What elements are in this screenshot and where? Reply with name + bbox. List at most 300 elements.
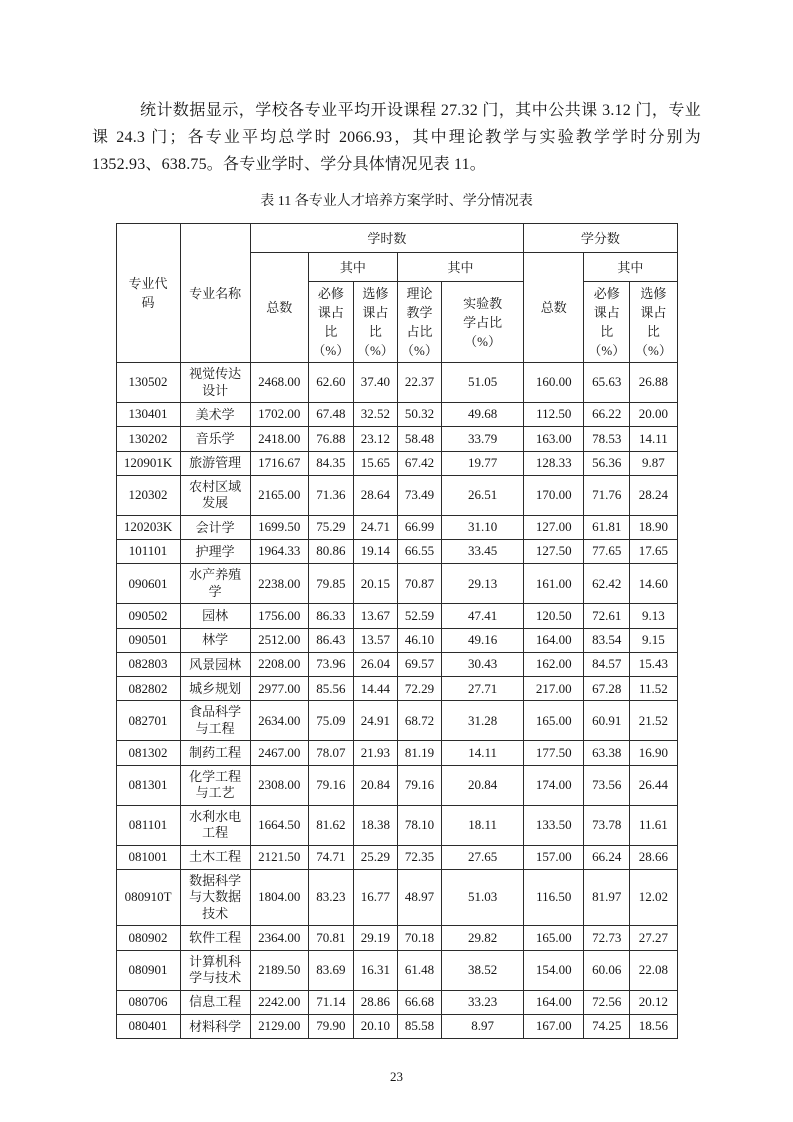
value-cell: 2129.00	[250, 1014, 308, 1038]
value-cell: 83.69	[308, 950, 353, 990]
major-code-cell: 130401	[116, 403, 180, 427]
major-name-text: 旅游管理	[189, 455, 242, 471]
value-cell: 86.43	[308, 628, 353, 652]
value-cell: 62.60	[308, 363, 353, 403]
value-cell: 63.38	[584, 741, 630, 765]
value-cell: 2634.00	[250, 701, 308, 741]
major-code-cell: 081001	[116, 845, 180, 869]
value-cell: 66.99	[397, 515, 441, 539]
major-name-text: 土木工程	[189, 849, 242, 865]
value-cell: 48.97	[397, 869, 441, 926]
header-major-code	[116, 224, 180, 363]
value-cell: 72.35	[397, 845, 441, 869]
header-credits-required-pct	[584, 282, 630, 363]
table-row	[116, 1014, 677, 1038]
table-row	[116, 701, 677, 741]
table-row	[116, 652, 677, 676]
value-cell: 15.43	[630, 652, 677, 676]
major-name-text: 水利水电工程	[189, 808, 242, 841]
value-cell: 14.60	[630, 564, 677, 604]
header-hours-group: 学时数	[250, 224, 523, 253]
value-cell: 16.31	[353, 950, 397, 990]
value-cell: 116.50	[524, 869, 584, 926]
header-percent-unit: （%）	[464, 333, 501, 349]
major-code-cell: 130202	[116, 427, 180, 451]
major-code-cell: 081101	[116, 805, 180, 845]
major-code-cell: 080401	[116, 1014, 180, 1038]
header-theory-pct	[397, 282, 441, 363]
value-cell: 51.05	[441, 363, 523, 403]
value-cell: 77.65	[584, 540, 630, 564]
table-row	[116, 403, 677, 427]
value-cell: 20.84	[441, 765, 523, 805]
major-name-text: 材料科学	[189, 1018, 242, 1034]
major-name-cell	[180, 869, 250, 926]
value-cell: 17.65	[630, 540, 677, 564]
value-cell: 60.91	[584, 701, 630, 741]
value-cell: 70.18	[397, 926, 441, 950]
value-cell: 72.56	[584, 990, 630, 1014]
value-cell: 163.00	[524, 427, 584, 451]
major-name-cell	[180, 845, 250, 869]
major-name-cell	[180, 363, 250, 403]
value-cell: 2238.00	[250, 564, 308, 604]
value-cell: 120.50	[524, 604, 584, 628]
value-cell: 20.00	[630, 403, 677, 427]
value-cell: 165.00	[524, 701, 584, 741]
header-major-name	[180, 224, 250, 363]
value-cell: 14.11	[441, 741, 523, 765]
major-name-text: 视觉传达设计	[189, 366, 242, 398]
header-label: 选修课占比	[640, 286, 667, 339]
value-cell: 78.07	[308, 741, 353, 765]
major-code-cell: 080902	[116, 926, 180, 950]
table-header	[116, 224, 677, 363]
value-cell: 26.04	[353, 652, 397, 676]
value-cell: 28.86	[353, 990, 397, 1014]
value-cell: 1756.00	[250, 604, 308, 628]
value-cell: 83.23	[308, 869, 353, 926]
value-cell: 2364.00	[250, 926, 308, 950]
value-cell: 11.61	[630, 805, 677, 845]
major-name-cell	[180, 604, 250, 628]
majors-credit-hours-table	[116, 223, 678, 1039]
value-cell: 75.29	[308, 515, 353, 539]
major-name-cell	[180, 677, 250, 701]
major-name-cell	[180, 805, 250, 845]
value-cell: 79.85	[308, 564, 353, 604]
major-name-text: 化学工程与工艺	[189, 768, 242, 801]
value-cell: 174.00	[524, 765, 584, 805]
table-row	[116, 604, 677, 628]
major-name-text: 音乐学	[195, 431, 235, 447]
header-hours-total: 总数	[250, 253, 308, 363]
major-code-cell: 082701	[116, 701, 180, 741]
value-cell: 2121.50	[250, 845, 308, 869]
value-cell: 164.00	[524, 990, 584, 1014]
value-cell: 2468.00	[250, 363, 308, 403]
value-cell: 9.15	[630, 628, 677, 652]
value-cell: 16.77	[353, 869, 397, 926]
header-experiment-pct	[441, 282, 523, 363]
value-cell: 18.38	[353, 805, 397, 845]
major-name-cell	[180, 564, 250, 604]
value-cell: 22.08	[630, 950, 677, 990]
value-cell: 67.28	[584, 677, 630, 701]
major-code-cell: 090601	[116, 564, 180, 604]
major-name-cell	[180, 515, 250, 539]
table-body	[116, 363, 677, 1039]
header-hours-required-pct	[308, 282, 353, 363]
value-cell: 51.03	[441, 869, 523, 926]
value-cell: 28.64	[353, 475, 397, 515]
major-name-cell	[180, 701, 250, 741]
value-cell: 84.57	[584, 652, 630, 676]
value-cell: 19.77	[441, 451, 523, 475]
body-paragraph: 统计数据显示，学校各专业平均开设课程 27.32 门，其中公共课 3.12 门，专业课 24.3 门；各专业平均总学时 2066.93，其中理论教学与实验教学学时分别为 1352.93、638.75。各专业学时、学分具体情况见表 11。	[92, 102, 701, 173]
value-cell: 21.52	[630, 701, 677, 741]
value-cell: 29.19	[353, 926, 397, 950]
value-cell: 18.11	[441, 805, 523, 845]
value-cell: 2308.00	[250, 765, 308, 805]
major-name-cell	[180, 652, 250, 676]
header-hours-elective-pct	[353, 282, 397, 363]
major-name-cell	[180, 628, 250, 652]
value-cell: 1664.50	[250, 805, 308, 845]
table-row	[116, 475, 677, 515]
major-name-text: 食品科学与工程	[189, 704, 242, 736]
major-code-cell: 082803	[116, 652, 180, 676]
value-cell: 9.13	[630, 604, 677, 628]
value-cell: 85.58	[397, 1014, 441, 1038]
header-percent-unit: （%）	[634, 343, 672, 358]
table-row	[116, 451, 677, 475]
header-label: 必修课占比	[317, 286, 344, 339]
value-cell: 21.93	[353, 741, 397, 765]
value-cell: 66.55	[397, 540, 441, 564]
value-cell: 66.22	[584, 403, 630, 427]
value-cell: 81.62	[308, 805, 353, 845]
header-label: 专业名称	[189, 285, 242, 301]
value-cell: 79.16	[308, 765, 353, 805]
value-cell: 2418.00	[250, 427, 308, 451]
value-cell: 12.02	[630, 869, 677, 926]
value-cell: 70.87	[397, 564, 441, 604]
value-cell: 2977.00	[250, 677, 308, 701]
value-cell: 127.00	[524, 515, 584, 539]
value-cell: 11.52	[630, 677, 677, 701]
table-row	[116, 427, 677, 451]
major-name-cell	[180, 475, 250, 515]
value-cell: 66.24	[584, 845, 630, 869]
major-name-text: 制药工程	[189, 745, 242, 761]
value-cell: 78.53	[584, 427, 630, 451]
value-cell: 25.29	[353, 845, 397, 869]
value-cell: 2467.00	[250, 741, 308, 765]
value-cell: 49.68	[441, 403, 523, 427]
value-cell: 65.63	[584, 363, 630, 403]
major-code-cell: 101101	[116, 540, 180, 564]
major-name-text: 园林	[202, 608, 229, 624]
table-row	[116, 950, 677, 990]
table-row	[116, 515, 677, 539]
value-cell: 46.10	[397, 628, 441, 652]
value-cell: 33.23	[441, 990, 523, 1014]
value-cell: 29.13	[441, 564, 523, 604]
major-name-text: 软件工程	[189, 930, 242, 946]
value-cell: 133.50	[524, 805, 584, 845]
header-credits-elective-pct	[630, 282, 677, 363]
header-label: 选修课占比	[362, 286, 389, 339]
value-cell: 31.28	[441, 701, 523, 741]
value-cell: 14.44	[353, 677, 397, 701]
value-cell: 23.12	[353, 427, 397, 451]
value-cell: 127.50	[524, 540, 584, 564]
value-cell: 112.50	[524, 403, 584, 427]
major-code-cell: 090502	[116, 604, 180, 628]
major-name-cell	[180, 741, 250, 765]
header-percent-unit: （%）	[588, 343, 626, 358]
page-number: 23	[390, 1069, 403, 1085]
value-cell: 79.16	[397, 765, 441, 805]
value-cell: 154.00	[524, 950, 584, 990]
value-cell: 81.19	[397, 741, 441, 765]
major-name-text: 农村区域发展	[189, 478, 242, 511]
value-cell: 70.81	[308, 926, 353, 950]
value-cell: 72.29	[397, 677, 441, 701]
value-cell: 80.86	[308, 540, 353, 564]
value-cell: 18.90	[630, 515, 677, 539]
value-cell: 81.97	[584, 869, 630, 926]
value-cell: 71.14	[308, 990, 353, 1014]
value-cell: 50.32	[397, 403, 441, 427]
value-cell: 160.00	[524, 363, 584, 403]
header-credits-among: 其中	[584, 253, 677, 282]
major-name-cell	[180, 990, 250, 1014]
value-cell: 26.51	[441, 475, 523, 515]
value-cell: 1804.00	[250, 869, 308, 926]
value-cell: 67.42	[397, 451, 441, 475]
value-cell: 167.00	[524, 1014, 584, 1038]
table-row	[116, 805, 677, 845]
value-cell: 58.48	[397, 427, 441, 451]
value-cell: 61.48	[397, 950, 441, 990]
value-cell: 2512.00	[250, 628, 308, 652]
header-percent-unit: （%）	[356, 343, 394, 358]
major-name-cell	[180, 427, 250, 451]
header-percent-unit: （%）	[312, 343, 350, 358]
value-cell: 79.90	[308, 1014, 353, 1038]
major-code-cell: 082802	[116, 677, 180, 701]
value-cell: 18.56	[630, 1014, 677, 1038]
value-cell: 27.71	[441, 677, 523, 701]
value-cell: 60.06	[584, 950, 630, 990]
major-code-cell: 081302	[116, 741, 180, 765]
major-name-text: 数据科学与大数据技术	[189, 872, 242, 921]
value-cell: 37.40	[353, 363, 397, 403]
value-cell: 26.88	[630, 363, 677, 403]
value-cell: 29.82	[441, 926, 523, 950]
table-row	[116, 845, 677, 869]
major-code-cell: 081301	[116, 765, 180, 805]
value-cell: 67.48	[308, 403, 353, 427]
table-row	[116, 869, 677, 926]
value-cell: 47.41	[441, 604, 523, 628]
value-cell: 27.65	[441, 845, 523, 869]
header-label: 实验教学占比	[463, 295, 503, 330]
value-cell: 20.10	[353, 1014, 397, 1038]
value-cell: 74.71	[308, 845, 353, 869]
value-cell: 72.61	[584, 604, 630, 628]
value-cell: 1702.00	[250, 403, 308, 427]
value-cell: 2189.50	[250, 950, 308, 990]
value-cell: 33.45	[441, 540, 523, 564]
value-cell: 13.57	[353, 628, 397, 652]
major-name-cell	[180, 1014, 250, 1038]
value-cell: 24.91	[353, 701, 397, 741]
value-cell: 71.36	[308, 475, 353, 515]
value-cell: 2242.00	[250, 990, 308, 1014]
table-title: 表 11 各专业人才培养方案学时、学分情况表	[260, 194, 533, 209]
value-cell: 13.67	[353, 604, 397, 628]
value-cell: 86.33	[308, 604, 353, 628]
value-cell: 20.12	[630, 990, 677, 1014]
table-row	[116, 628, 677, 652]
header-label: 理论教学占比	[406, 286, 433, 339]
value-cell: 33.79	[441, 427, 523, 451]
major-name-text: 护理学	[195, 543, 235, 559]
value-cell: 26.44	[630, 765, 677, 805]
value-cell: 75.09	[308, 701, 353, 741]
value-cell: 27.27	[630, 926, 677, 950]
major-code-cell: 120302	[116, 475, 180, 515]
major-name-cell	[180, 950, 250, 990]
value-cell: 162.00	[524, 652, 584, 676]
major-name-text: 会计学	[195, 519, 235, 535]
header-credits-total: 总数	[524, 253, 584, 363]
value-cell: 84.35	[308, 451, 353, 475]
major-name-cell	[180, 403, 250, 427]
value-cell: 170.00	[524, 475, 584, 515]
value-cell: 66.68	[397, 990, 441, 1014]
major-code-cell: 080901	[116, 950, 180, 990]
value-cell: 73.78	[584, 805, 630, 845]
major-code-cell: 080706	[116, 990, 180, 1014]
value-cell: 16.90	[630, 741, 677, 765]
table-row	[116, 741, 677, 765]
major-code-cell: 090501	[116, 628, 180, 652]
major-name-cell	[180, 926, 250, 950]
value-cell: 38.52	[441, 950, 523, 990]
header-percent-unit: （%）	[401, 343, 438, 358]
major-name-cell	[180, 540, 250, 564]
header-credits-group: 学分数	[524, 224, 677, 253]
value-cell: 20.15	[353, 564, 397, 604]
table-row	[116, 363, 677, 403]
table-row	[116, 765, 677, 805]
value-cell: 2165.00	[250, 475, 308, 515]
value-cell: 14.11	[630, 427, 677, 451]
value-cell: 30.43	[441, 652, 523, 676]
value-cell: 76.88	[308, 427, 353, 451]
value-cell: 78.10	[397, 805, 441, 845]
value-cell: 164.00	[524, 628, 584, 652]
major-name-text: 城乡规划	[189, 680, 242, 696]
table-row	[116, 926, 677, 950]
value-cell: 15.65	[353, 451, 397, 475]
value-cell: 31.10	[441, 515, 523, 539]
table-row	[116, 990, 677, 1014]
value-cell: 85.56	[308, 677, 353, 701]
value-cell: 74.25	[584, 1014, 630, 1038]
value-cell: 217.00	[524, 677, 584, 701]
header-row-groups	[116, 224, 677, 253]
major-name-text: 水产养殖学	[189, 567, 242, 599]
header-label: 必修课占比	[593, 286, 620, 339]
major-code-cell: 130502	[116, 363, 180, 403]
major-name-cell	[180, 765, 250, 805]
value-cell: 20.84	[353, 765, 397, 805]
value-cell: 68.72	[397, 701, 441, 741]
value-cell: 71.76	[584, 475, 630, 515]
table-row	[116, 564, 677, 604]
value-cell: 1716.67	[250, 451, 308, 475]
value-cell: 49.16	[441, 628, 523, 652]
value-cell: 2208.00	[250, 652, 308, 676]
value-cell: 1699.50	[250, 515, 308, 539]
header-hours-among-1: 其中	[308, 253, 397, 282]
value-cell: 19.14	[353, 540, 397, 564]
table-row	[116, 677, 677, 701]
value-cell: 1964.33	[250, 540, 308, 564]
value-cell: 69.57	[397, 652, 441, 676]
value-cell: 73.96	[308, 652, 353, 676]
value-cell: 72.73	[584, 926, 630, 950]
major-code-cell: 120901K	[116, 451, 180, 475]
value-cell: 24.71	[353, 515, 397, 539]
value-cell: 32.52	[353, 403, 397, 427]
major-name-cell	[180, 451, 250, 475]
major-name-text: 美术学	[195, 406, 235, 422]
value-cell: 157.00	[524, 845, 584, 869]
value-cell: 83.54	[584, 628, 630, 652]
value-cell: 73.49	[397, 475, 441, 515]
major-name-text: 林学	[202, 632, 229, 648]
value-cell: 56.36	[584, 451, 630, 475]
value-cell: 61.81	[584, 515, 630, 539]
major-code-cell: 120203K	[116, 515, 180, 539]
major-code-cell: 080910T	[116, 869, 180, 926]
value-cell: 62.42	[584, 564, 630, 604]
value-cell: 128.33	[524, 451, 584, 475]
value-cell: 52.59	[397, 604, 441, 628]
value-cell: 165.00	[524, 926, 584, 950]
value-cell: 161.00	[524, 564, 584, 604]
value-cell: 22.37	[397, 363, 441, 403]
value-cell: 73.56	[584, 765, 630, 805]
major-name-text: 计算机科学与技术	[189, 953, 242, 986]
value-cell: 8.97	[441, 1014, 523, 1038]
header-label: 专业代码	[128, 276, 168, 310]
value-cell: 9.87	[630, 451, 677, 475]
value-cell: 28.24	[630, 475, 677, 515]
value-cell: 28.66	[630, 845, 677, 869]
major-name-text: 信息工程	[189, 994, 242, 1010]
header-hours-among-2: 其中	[397, 253, 523, 282]
major-name-text: 风景园林	[189, 656, 242, 672]
value-cell: 177.50	[524, 741, 584, 765]
table-row	[116, 540, 677, 564]
